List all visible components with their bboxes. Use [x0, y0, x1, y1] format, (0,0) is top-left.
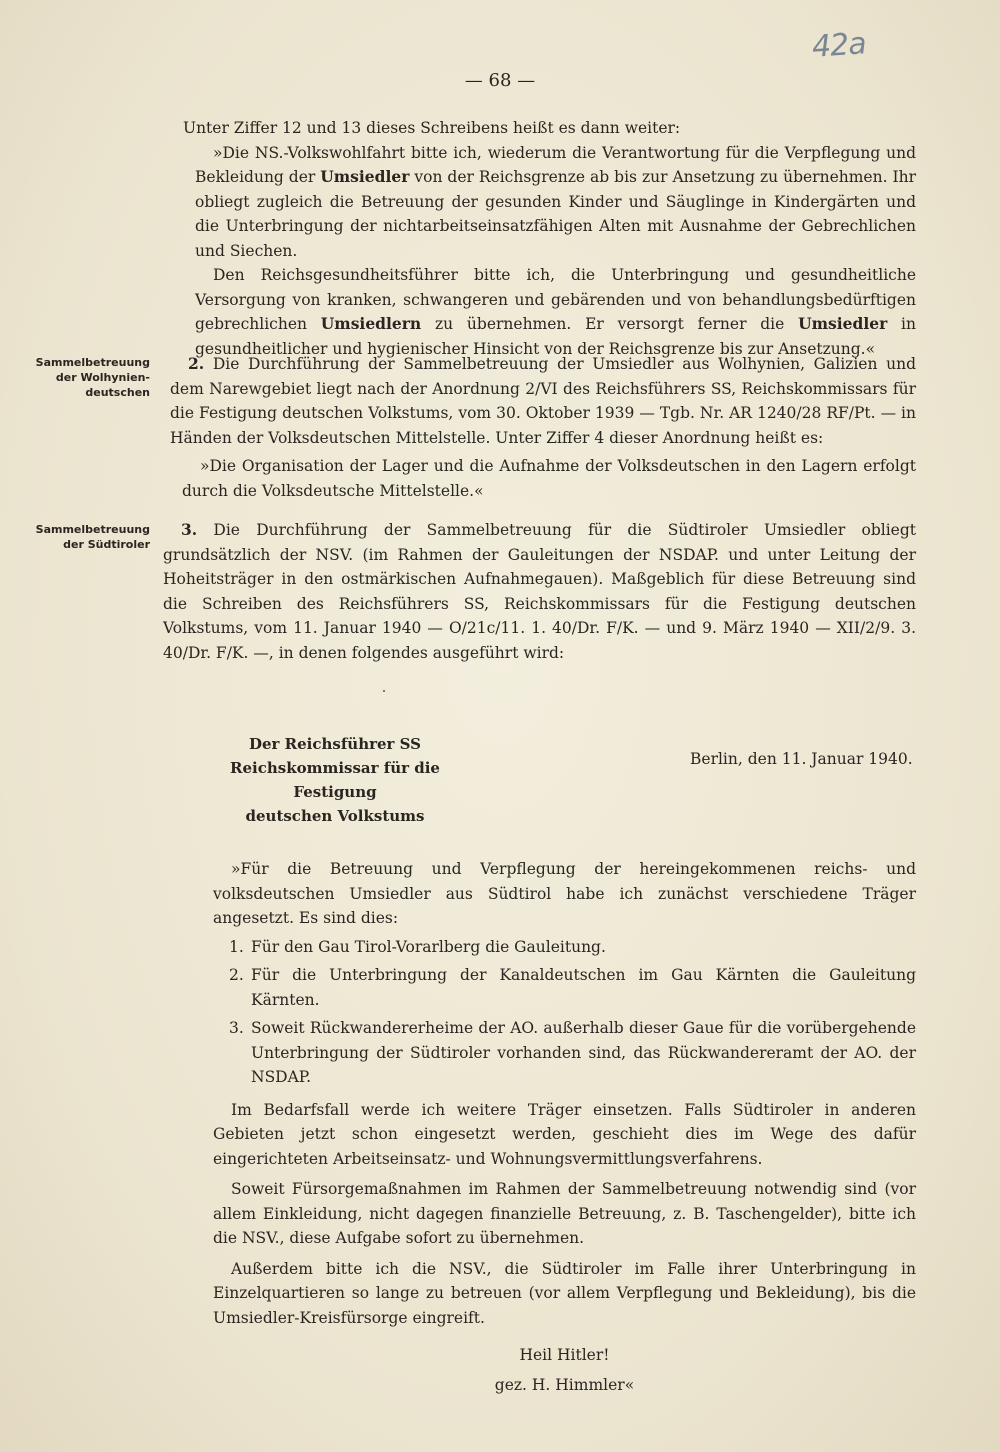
page-number: — 68 — — [464, 70, 536, 91]
list-item-number: 2. — [229, 966, 244, 984]
list-item — [229, 1016, 916, 1090]
quote1-text-c: von der Reichsgrenze ab bis zur Ansetzung zu übernehmen. Ihr obliegt zugleich die Betreuung der gesunden Kinder und Säuglinge in Kindergärten und die Unterbringung der nichtarbeitseinsatzfähigen Alten mit Ausnahme der Gebrechlichen und Siechen. — [195, 168, 916, 260]
margin1-line2: der Wolhynien- — [55, 371, 150, 384]
quote1-block — [183, 141, 916, 362]
intro-block — [183, 116, 916, 361]
letter-signature: gez. H. Himmler« — [494, 1376, 635, 1394]
section-3 — [163, 518, 916, 665]
list-item — [229, 935, 916, 960]
margin-note-suedtiroler — [32, 522, 150, 552]
quote1-bold-umsiedler: Umsiedler — [320, 167, 410, 186]
list-item — [229, 963, 916, 1012]
section2-number: 2. — [188, 354, 205, 373]
letter-paragraph4: Außerdem bitte ich die NSV., die Südtiroler im Falle ihrer Unterbringung in Einzelquartieren so lange zu betreuen (vor allem Verpflegung und Bekleidung), bis die Umsiedler-Kreisfürsorge eingreift. — [213, 1259, 916, 1327]
letter-list — [213, 935, 916, 1090]
quote1-p2-text-a: Den Reichsgesundheitsführer bitte ich, die Unterbringung und gesundheitliche Versorgung von kranken, schwangeren und gebärenden und von behandlungsbedürftigen gebrechlichen — [195, 266, 916, 333]
intro-line: Unter Ziffer 12 und 13 dieses Schreibens heißt es dann weiter: — [183, 119, 681, 137]
margin2-line2: der Südtiroler — [63, 538, 150, 551]
section-2 — [170, 352, 916, 503]
letter-paragraph3: Soweit Fürsorgemaßnahmen im Rahmen der Sammelbetreuung notwendig sind (vor allem Einkleidung, nicht dagegen finanzielle Betreuung, z. B. Taschengelder), bitte ich die NSV., diese Aufgabe sofort zu übernehmen. — [213, 1180, 916, 1247]
quote1-p2-text-c: zu übernehmen. Er versorgt ferner die — [421, 315, 799, 333]
quote1-paragraph1 — [195, 141, 916, 264]
sender-line3: deutschen Volkstums — [245, 807, 425, 825]
margin1-line3: deutschen — [85, 386, 150, 399]
section2-paragraph — [170, 352, 916, 450]
quote1-p2-bold-a: Umsiedlern — [320, 314, 422, 333]
section2-text: Die Durchführung der Sammelbetreuung der Umsiedler aus Wolhynien, Galizien und dem Narewgebiet liegt nach der Anordnung 2/VI des Reichsführers SS, Reichskommissars für die Festigung deutschen Volkstums, vom 30. Oktober 1939 — Tgb. Nr. AR 1240/28 RF/Pt. — in Händen der Volksdeutschen Mittelstelle. Unter Ziffer 4 dieser Anordnung heißt es: — [170, 355, 916, 447]
section3-text: Die Durchführung der Sammelbetreuung für die Südtiroler Umsiedler obliegt grundsätzlich der NSV. (im Rahmen der Gauleitungen der NSDAP. und unter Leitung der Hoheitsträger in den ostmärkischen Aufnahmegauen). Maßgeblich für diese Betreuung sind die Schreiben des Reichsführers SS, Reichskommissars für die Festigung deutschen Volkstums, vom 11. Januar 1940 — O/21c/11. 1. 40/Dr. F/K. — und 9. März 1940 — XII/2/9. 3. 40/Dr. F/K. —, in denen folgendes ausgeführt wird: — [163, 521, 916, 662]
pencil-annotation: 42a — [810, 26, 867, 65]
list-item-text: Soweit Rückwandererheime der AO. außerhalb dieser Gaue für die vorübergehende Unterbringung der Südtiroler vorhanden sind, das Rückwandereramt der AO. der NSDAP. — [251, 1019, 916, 1086]
margin2-line1: Sammelbetreuung — [35, 523, 150, 536]
sender-line2: Reichskommissar für die Festigung — [230, 759, 440, 801]
letter-paragraph2: Im Bedarfsfall werde ich weitere Träger einsetzen. Falls Südtiroler in anderen Gebieten jetzt schon eingesetzt werden, geschieht dies im Wege des dafür eingerichteten Arbeitseinsatz- und Wohnungsvermittlungsverfahrens. — [213, 1100, 916, 1168]
section3-paragraph — [163, 518, 916, 665]
list-item-number: 1. — [229, 937, 244, 956]
quote1-paragraph2 — [195, 263, 916, 361]
ink-dot — [383, 690, 385, 692]
quote1-p2-text-e: in gesundheitlicher und hygienischer Hinsicht von der Reichsgrenze bis zur Ansetzung.« — [195, 315, 916, 358]
sender-line1: Der Reichsführer SS — [248, 735, 422, 753]
letter-date: Berlin, den 11. Januar 1940. — [690, 750, 913, 768]
quote1-p2-bold-b: Umsiedler — [798, 314, 888, 333]
letter-paragraph1: »Für die Betreuung und Verpflegung der hereingekommenen reichs- und volksdeutschen Umsiedler aus Südtirol habe ich zunächst verschiedene Träger angesetzt. Es sind dies: — [213, 860, 916, 927]
margin1-line1: Sammelbetreuung — [35, 356, 150, 369]
list-item-text: Für die Unterbringung der Kanaldeutschen im Gau Kärnten die Gauleitung Kärnten. — [251, 966, 916, 1009]
section2-quote: »Die Organisation der Lager und die Aufnahme der Volksdeutschen in den Lagern erfolgt durch die Volksdeutsche Mittelstelle.« — [182, 457, 916, 500]
list-item-text: Für den Gau Tirol-Vorarlberg die Gauleitung. — [251, 937, 606, 956]
section3-number: 3. — [181, 520, 198, 539]
quote1-text-a: »Die NS.-Volkswohlfahrt bitte ich, wiederum die Verantwortung für die Verpflegung und Bekleidung der — [195, 143, 916, 186]
list-item-number: 3. — [229, 1019, 244, 1037]
letter-closing: Heil Hitler! — [519, 1346, 610, 1364]
margin-note-wolhynien — [32, 355, 150, 400]
letter-body — [213, 857, 916, 1400]
letter-sender — [205, 732, 465, 828]
